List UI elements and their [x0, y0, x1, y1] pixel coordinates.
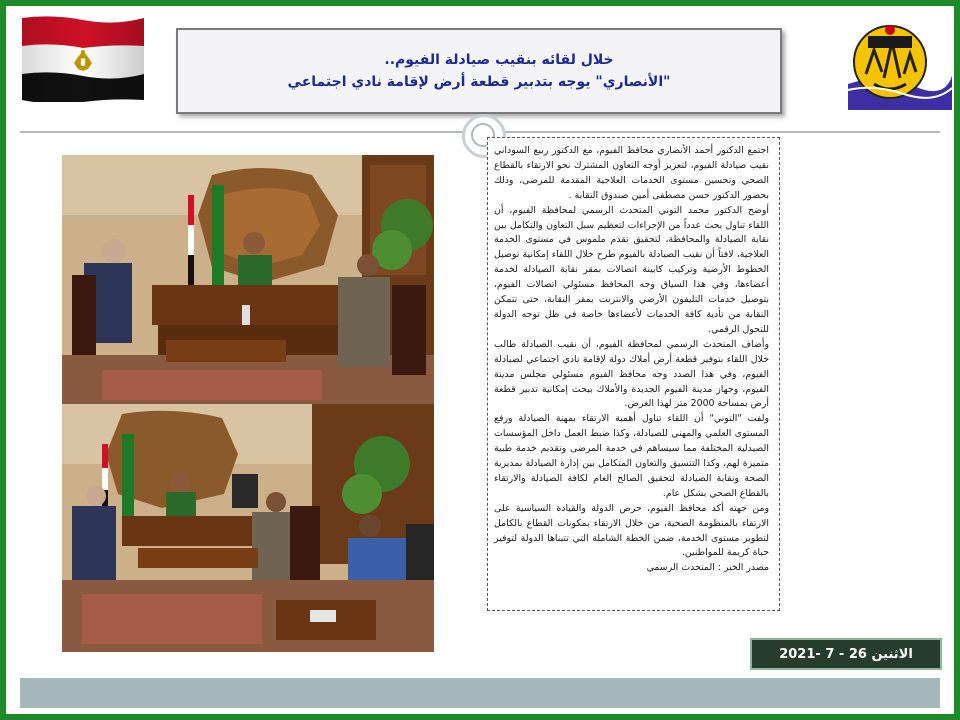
headline-line-1: خلال لقائه بنقيب صيادلة الفيوم.. — [384, 52, 614, 68]
article-paragraph: ولفت "التوني" أن اللقاء تناول أهمية الارتقاء بمهنة الصيادلة ورفع المستوى العلمي والمهني للصيادلة، وكذا ضبط العمل داخل المؤسسات الصيدلية المختلفة مما سيساهم في خدمة المرضى وتقديم خدمة طبية متميزة لهم، وكذا التنسيق والتعاون المتكامل بين إدارة الصيادلة بمديرية الصحة ونقابة الصيادلة لتحقيق الصالح العام لكافة الصيادلة والارتقاء بالقطاع الصحي بشكل عام. — [494, 413, 769, 499]
article-paragraph: ومن جهته أكد محافظ الفيوم، حرص الدولة والقيادة السياسية على الارتقاء بالمنظومة الصحية، من خلال الارتقاء بمكونات القطاع بالكامل لتطوير مستوى الخدمة، ضمن الخطة الشاملة التي تتبناها الدولة لتوفير حياة كريمة للمواطنين. — [494, 502, 769, 559]
governorate-logo-icon — [844, 14, 954, 114]
meeting-photo-2 — [62, 404, 434, 652]
egypt-flag-icon — [20, 14, 146, 102]
article-paragraph: اجتمع الدكتور أحمد الأنصاري محافظ الفيوم، مع الدكتور ربيع السوداني نقيب صيادلة الفيوم، لتعزيز أوجه التعاون المشترك نحو الارتقاء بالقطاع الصحي وتحسين مستوى الخدمات العلاجية المقدمة للمرضى، وذلك بحضور الدكتور حسن مصطفى أمين صندوق النقابة . — [494, 145, 769, 201]
article-text — [487, 137, 780, 611]
footer-band — [20, 678, 940, 708]
article-paragraph: وأضاف المتحدث الرسمي لمحافظة الفيوم، أن نقيب الصيادلة طالب خلال اللقاء بتوفير قطعة أرض أملاك دولة لإقامة نادي اجتماعي لصيادلة الفيوم، وفي هذا الصدد وجه محافظ الفيوم مسئولي مجلس مدينة الفيوم، وجهاز مدينة الفيوم الجديدة والأملاك ببحث إمكانية تدبير قطعة أرض بمساحة 2000 متر لهذا الغرض. — [494, 338, 769, 410]
headline-box — [176, 28, 782, 114]
headline-line-2: "الأنصاري" يوجه بتدبير قطعة أرض لإقامة نادي اجتماعي — [287, 74, 671, 90]
article-paragraph: أوضح الدكتور محمد التوني المتحدث الرسمي لمحافظة الفيوم، أن اللقاء تناول بحث عدداً من الإجراءات لتعظيم سبل التعاون والتكامل بين نقابة الصيادلة والمحافظة، لتحقيق تقدم ملموس في مستوى الخدمة العلاجية، لافتاً أن نقيب الصيادلة بالفيوم طرح خلال اللقاء إمكانية توصيل الخطوط الأرضية وتركيب كابينة اتصالات بمقر نقابة الصيادلة لخدمة أعضاءها، وفي هذا السياق وجه المحافظ مسئولي اتصالات الفيوم، بتوصيل خدمات التليفون الأرضي والانترنت بمقر النقابة، حتى تتمكن النقابة من تأدية كافة الخدمات لأعضاءها خاصة في ظل توجه الدولة للتحول الرقمي. — [494, 204, 769, 335]
news-source: مصدر الخبر : المتحدث الرسمي — [646, 562, 769, 574]
meeting-photo-1 — [62, 155, 434, 405]
date-badge: الاثنين 26 - 7 -2021 — [750, 638, 942, 670]
